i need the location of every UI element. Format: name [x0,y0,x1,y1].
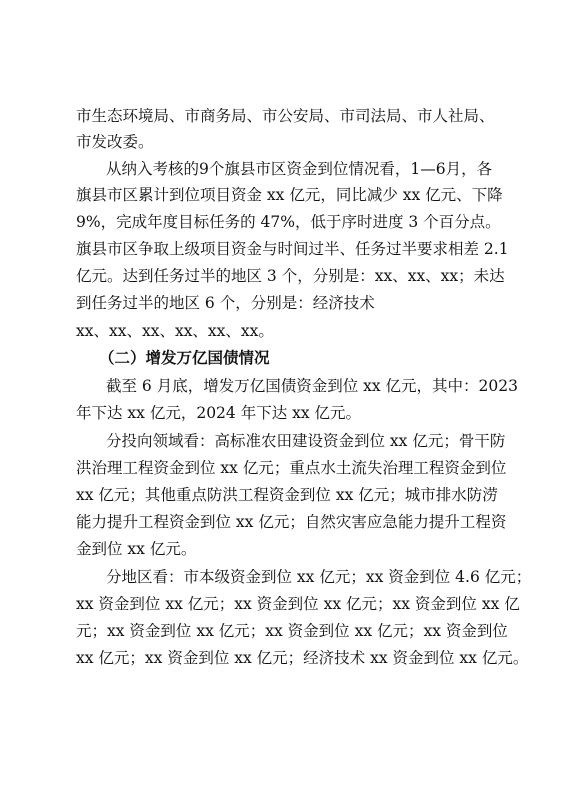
text-line: 旗县市区争取上级项目资金与时间过半、任务过半要求相差 2.1 [76,240,509,258]
text-line: xx 亿元；其他重点防洪工程资金到位 xx 亿元；城市排水防涝 [76,486,498,504]
text-line: 9%，完成年度目标任务的 47%，低于序时进度 3 个百分点。 [76,213,501,231]
text-line: 市发改委。 [76,133,154,151]
text-line: 年下达 xx 亿元，2024 年下达 xx 亿元。 [76,404,362,422]
text-line: 亿元。达到任务过半的地区 3 个，分别是：xx、xx、xx；未达 [76,267,505,285]
section-heading: （二）增发万亿国债情况 [99,348,270,367]
text-line: xx 资金到位 xx 亿元；xx 资金到位 xx 亿元；xx 资金到位 xx 亿 [76,595,520,613]
text-line: xx、xx、xx、xx、xx、xx。 [76,322,274,340]
text-line: 旗县市区累计到位项目资金 xx 亿元，同比减少 xx 亿元、下降 [76,186,503,204]
text-line: 洪治理工程资金到位 xx 亿元；重点水土流失治理工程资金到位 [76,459,507,477]
text-line: 分地区看：市本级资金到位 xx 亿元；xx 资金到位 4.6 亿元； [106,568,532,586]
text-line: xx 亿元；xx 资金到位 xx 亿元；经济技术 xx 资金到位 xx 亿元。 [76,649,529,667]
text-line: 能力提升工程资金到位 xx 亿元；自然灾害应急能力提升工程资 [76,513,507,531]
text-line: 元；xx 资金到位 xx 亿元；xx 资金到位 xx 亿元；xx 资金到位 [76,622,508,640]
text-line: 金到位 xx 亿元。 [76,540,197,558]
text-line: 从纳入考核的9个旗县市区资金到位情况看，1—6月，各 [106,160,493,178]
text-line: 市生态环境局、市商务局、市公安局、市司法局、市人社局、 [76,107,495,125]
text-line: 截至 6 月底，增发万亿国债资金到位 xx 亿元，其中：2023 [106,377,519,395]
text-line: 到任务过半的地区 6 个，分别是：经济技术 [76,294,375,312]
text-line: 分投向领域看：高标准农田建设资金到位 xx 亿元；骨干防 [106,432,506,450]
